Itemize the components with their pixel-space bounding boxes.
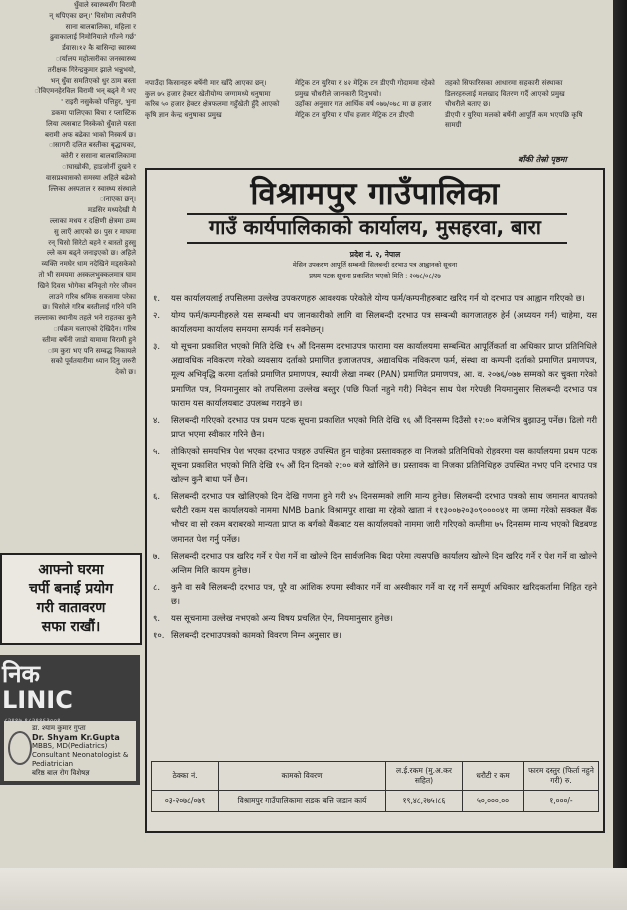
- continued-label: बाँकी तेस्रो पृष्ठमा: [518, 155, 567, 164]
- notice-item: [153, 413, 597, 441]
- notice-item: [153, 339, 597, 409]
- news-line: रन् चिसो सिरेटो बहने र बास्तो हुस्सु: [48, 238, 136, 247]
- notice-title: विश्रामपुर गाउँपालिका: [250, 176, 500, 212]
- news-line: ल्ले कम बढ्ने जनाइएको छ। अहिले: [47, 249, 136, 258]
- item-number: १०.: [153, 630, 165, 641]
- item-text: योग्य फर्म/कम्पनीहरुले यस सम्बन्धी थप जानकारीको लागि वा सिलबन्दी दरभाउ पत्र सम्बन्धी कागजातहरु हेर्न (अध्ययन गर्न) चाहेमा, यस कार्यालयमा कार्यालय समयमा सम्पर्क गर्न सक्नेछन्।: [171, 310, 597, 335]
- notice-description: मेसिन उपकरण आपूर्ति सम्बन्धी सिलबन्दी दरभाउ पत्र आह्वानको सूचना: [292, 261, 458, 269]
- item-text: यस कार्यालयलाई तपसिलमा उल्लेख उपकरणहरु आवश्यक परेकोले योग्य फर्म/कम्पनीहरुबाट खरिद गर्न यो दरभाउ पत्र आह्वान गरिएको छ।: [171, 293, 585, 303]
- ad-line-3: गरी वातावरण: [36, 600, 106, 616]
- col-deposit: धरौटी र कम: [463, 762, 524, 791]
- doctor-specialty: Consultant Neonatologist & Pediatrician: [32, 751, 129, 768]
- item-number: ३.: [153, 341, 161, 352]
- news-line: स्तीमा बर्षेनी जाडो यामामा विरामी हुने: [42, 335, 136, 344]
- notice-item: [153, 580, 597, 608]
- doctor-logo-icon: [8, 731, 32, 765]
- item-number: ६.: [153, 491, 161, 502]
- notice-items: [153, 291, 597, 645]
- news-line: लिया त्यसबाट निस्केको धुँवाले यस्ता: [46, 119, 136, 128]
- cell-deposit: ५०,०००.००: [463, 791, 524, 812]
- item-number: १.: [153, 293, 161, 303]
- notice-item: [153, 291, 597, 305]
- doctor-degree: MBBS, MD(Pediatrics): [32, 742, 108, 750]
- item-text: तोकिएको समयभित्र पेश भएका दरभाउ पत्रहरु उपस्थित हुन चाहेका प्रस्तावकहरु वा निजको प्रतिनिधिको रोहवरमा यस कार्यालयमा प्रथम पटक सूचना प्रकाशित भएको मिति देखि १५ औं दिन दिनको २:०० बजे खोलिने छ। प्रस्तावक वा निजका प्रतिनिधिहरु उपस्थित नभए पनि दरभाउ पत्र खोल्न कुनै बाधा पर्ने छैन।: [171, 445, 597, 485]
- news-line: ासागरी दलित बस्तीका बृद्धाचका,: [48, 141, 136, 150]
- news-line: ढुवाकालाई निमोनियाले गाँज्ने गर्छ': [50, 33, 136, 42]
- clinic-name: निक LINIC: [2, 660, 73, 714]
- item-text: सिलबन्दी गरिएको दरभाउ पत्र प्रथम पटक सूचना प्रकाशित भएको मिति देखि १६ औं दिनसम्म दिउँसो १२:०० बजेभित्र बुझाउनु पर्नेछ। ढिलो गरी प्राप्त भएमा स्वीकार गरिने छैन।: [171, 414, 597, 439]
- item-number: ९.: [153, 612, 161, 623]
- news-line: ानाएका छन्।: [99, 195, 136, 204]
- cell-work-desc: विश्रामपुर गाउँपालिकामा सडक बत्ति जडान कार्य: [219, 791, 386, 812]
- news-line: देको छ।: [115, 368, 136, 377]
- province-line: प्रदेश नं. २, नेपाल: [349, 250, 401, 259]
- news-line: र्डवास।१२ कै बासिन्दा स्वास्थ्य: [62, 44, 136, 53]
- news-line: लल्लाका स्थानीय तहले भने राहतका कुनै: [34, 314, 136, 323]
- item-number: ७.: [153, 550, 161, 561]
- news-line: ाम कुरा भए पनि सम्वद्ध निकायले: [48, 346, 136, 355]
- left-news-column: [0, 0, 140, 546]
- news-line: भन् धुँवा समतिएको धुर ठाम बस्ता: [50, 76, 136, 85]
- news-line: धुँवाले स्वास्थ्यसँग विरामी: [73, 1, 136, 9]
- tender-notice: [145, 168, 605, 833]
- ad-line-2: चर्पी बनाई प्रयोग: [28, 581, 114, 597]
- news-line: तरीक्षक गिरेन्द्रकुमार झाले भन्नुभयो,: [47, 65, 136, 74]
- news-line: तो भी समयमा अस्कलभुक्कलमात्र घाम: [38, 270, 136, 279]
- top-column-3: तहको सिफारिसका आधारमा सहकारी संस्थाका डिलरहरुलाई मलखाद वितरण गर्दै आएको प्रमुख चौधरीले बताए छ। डीएपी र युरिया मलको बर्षेनी आपूर्ति कम भएपछि कृषि सामग्री: [445, 79, 583, 129]
- publish-date: प्रथम पटक सूचना प्रकाशित भएको मिति : २०७८/०८/२७: [309, 272, 441, 280]
- news-line: छ। चिसोले गरिब बस्तीलाई गरिने पनि: [42, 303, 136, 312]
- news-line: न् थपिएका छन्।' चिसोमा त्यसैपनि: [49, 11, 136, 20]
- clinic-ad: [0, 655, 140, 785]
- news-line: ार्यालय महोत्सरीका जनस्वास्थ्य: [55, 54, 136, 63]
- news-line: सको पूर्वतयारीमा ध्यान दिनु जरुरी: [50, 357, 136, 366]
- work-details-table: [151, 761, 599, 812]
- news-line: ोविएमनहेरविल विरामी भन् बढ्ने गे भए: [34, 87, 136, 96]
- news-line: वासप्रश्वासको समस्या अहिले बढेको: [46, 173, 136, 182]
- col-estimate: ल.ई.रकम (मु.अ.कर सहित): [386, 762, 463, 791]
- notice-subtitle: गाउँ कार्यपालिकाको कार्यालय, मुसहरवा, बारा: [209, 215, 541, 239]
- cell-estimate: १९,४८,२७५।८६: [386, 791, 463, 812]
- item-number: २.: [153, 310, 161, 321]
- notice-meta: [147, 249, 603, 282]
- table-row: [152, 791, 599, 812]
- news-line: डकमा पालिएका बिचा र प्लास्टिक: [51, 108, 136, 117]
- notice-item: [153, 611, 597, 625]
- news-line: सु लाएँ आएको छ। पुस र माघमा: [54, 227, 136, 236]
- doctor-card: [4, 721, 136, 781]
- item-text: सिलबन्दी दरभाउपत्रको कामको विवरण निम्न अनुसार छ।: [171, 630, 342, 641]
- item-text: यस सूचनामा उल्लेख नभएको अन्य विषय प्रचलित ऐन, नियमानुसार हुनेछ।: [171, 612, 393, 623]
- subtitle-rule: [187, 242, 567, 244]
- item-text: सिलबन्दी दरभाउ पत्र खरिद गर्ने र पेश गर्ने वा खोल्ने दिन सार्वजनिक बिदा परेमा त्यसपछि कार्यालय खोल्ने दिन खरिद गर्ने र पेश गर्ने वा खोल्ने अन्तिम मिति कायम हुनेछ।: [171, 550, 597, 575]
- cell-form-fee: १,०००/-: [524, 791, 599, 812]
- ad-line-1: आफ्नो घरमा: [38, 562, 104, 578]
- notice-item: [153, 628, 597, 642]
- news-line: साना बालबालिका, महिला र: [65, 22, 136, 31]
- item-text: यो सूचना प्रकाशित भएको मिति देखि १५ औं दिनसम्म दरभाउपत्र फारामा यस कार्यालयमा सम्बन्धित आपूर्तिकर्ता वा अधिकार प्राप्त प्रतिनिधिले अद्यावधिक नविकरण गरेको व्यवसाय दर्ताको प्रमाणित इजाजतपत्र, अद्यावधिक नविकरण फर्म, संस्था वा कम्पनी दर्ताको प्रमाणित प्रमाणपत्र, मूल्य अभिवृद्धि करमा दर्ताको प्रमाणित प्रमाणपत्र, स्थायी लेखा नम्बर (PAN) प्रमाणित प्रमाणपत्र, आ. व. २०७६/०७७ सम्मको कर चुक्ता गरेको प्रमाणित पत्र, नियमानुसार को तपसिलमा उल्लेख बस्तुर (पछि फिर्ता नहुने गरी) निवेदन साथ पेश गरेपछी नियमानुसार सिलबन्दी दरभाउ पत्र फाराम यस कार्यालयबाट उपलब्ध गराइने छ।: [171, 341, 597, 408]
- col-work-desc: कामको विवरण: [219, 762, 386, 791]
- news-line: व्यक्ति नमघेर धाम नदेखिने मड्सकेको: [41, 260, 136, 269]
- paper-edge-shadow: [613, 0, 627, 910]
- page-bottom-fold: [0, 868, 627, 910]
- table-header-row: [152, 762, 599, 791]
- notice-item: [153, 489, 597, 545]
- news-line: क्तेरी र ससाना बालबालिकामा: [60, 152, 136, 161]
- news-line: ार्यक्रम चलाएको देखिदैन। गरिब: [53, 324, 136, 333]
- doctor-name: Dr. Shyam Kr.Gupta: [32, 733, 120, 742]
- sanitation-ad: [0, 553, 142, 645]
- news-line: बरामी अफ बढेका भाको निस्कर्ष छ।: [45, 130, 136, 139]
- item-number: ४.: [153, 414, 161, 425]
- news-line: ाघाखोकी, हाडजोर्नी दुखने र: [62, 162, 136, 171]
- news-line: ल्लिका अस्पताल र स्वास्थ्य संस्थाले: [48, 184, 136, 193]
- item-text: कुनै वा सबै सिलबन्दी दरभाउ पत्र, पूरै वा आंशिक रुपमा स्वीकार गर्ने वा अस्वीकार गर्ने वा रद्द गर्ने सम्पूर्ण अधिकार खरिदकर्तामा निहित रहने छ।: [171, 581, 597, 606]
- col-form-fee: फारम दस्तुर (फिर्ता नहुने गरी) रु.: [524, 762, 599, 791]
- news-line: ल्लाका मधय र दक्षिणी क्षेत्रमा ठम्म: [49, 216, 136, 225]
- doctor-note: बरिष्ठ बाल रोग विशेषज्ञ: [32, 769, 90, 777]
- item-number: ८.: [153, 581, 161, 592]
- cell-contract-no: ०३-२०७८/०७९: [152, 791, 219, 812]
- news-line: मडसिर मध्यदेखी मै: [87, 206, 136, 215]
- notice-item: [153, 549, 597, 577]
- doctor-name-np: डा. श्याम कुमार गुप्ता: [32, 724, 86, 732]
- notice-item: [153, 308, 597, 336]
- ad-line-4: सफा राखौं।: [41, 619, 101, 635]
- col-contract-no: ठेक्का नं.: [152, 762, 219, 791]
- item-text: सिलबन्दी दरभाउ पत्र खोलिएको दिन देखि गणना हुने गरी ४५ दिनसम्मको लागि मान्य हुनेछ। सिलबन्दी दरभाउ पत्रको साथ जमानत बापतको धरौटी रकम यस कार्यालयको नाममा NMB bank विश्रामपुर शाखा मा रहेको खाता नं ११३००७२०३०९००००४१ मा जम्मा गरेको सक्कल बैंक भौचर वा सो रकम बराबरको मान्यता प्राप्त क बर्गको बैंकबाट यस कार्यालयको नाममा जारी गरिएको कम्तीमा ७५ दिनसम्म मान्य भएको बिडबण्ड जमानत पेश गर्नु पर्नेछ।: [171, 491, 597, 544]
- top-column-2: मेट्रिक टन युरिया र ४२ मेट्रिक टन डीएपी गोदाममा रहेको प्रमुख चौधरीले जानकारी दिनुभयो। उहाँका अनुसार गत आर्थिक वर्ष ०७७/०७८ मा छ हजार मेट्रिक टन युरिया र पाँच हजार मेट्रिक टन डीएपी: [295, 79, 435, 119]
- top-column-1: नपाउँदा किसानहरु बर्षेनी मार खाँदै आएका छन्। कुल ७५ हजार हेक्टर खेतीयोग्य जग्गामध्ये धनुषामा करिब ५० हजार हेक्टर क्षेत्रफलमा गहुँखेती हुँदै आएको कृषि ज्ञान केन्द्र धनुषाका प्रमुख: [145, 79, 280, 119]
- notice-item: [153, 444, 597, 486]
- news-line: खिने दिवस भोगेका बनिवृतो गरेर जीवन: [37, 281, 136, 290]
- top-news-columns: [145, 78, 605, 164]
- item-number: ५.: [153, 445, 161, 456]
- news-line: ' राइरी नसुकेको पत्तिहुर, भुना: [61, 98, 136, 107]
- news-line: लाउने गरिब श्रमिक सकसमा परेका: [49, 292, 136, 301]
